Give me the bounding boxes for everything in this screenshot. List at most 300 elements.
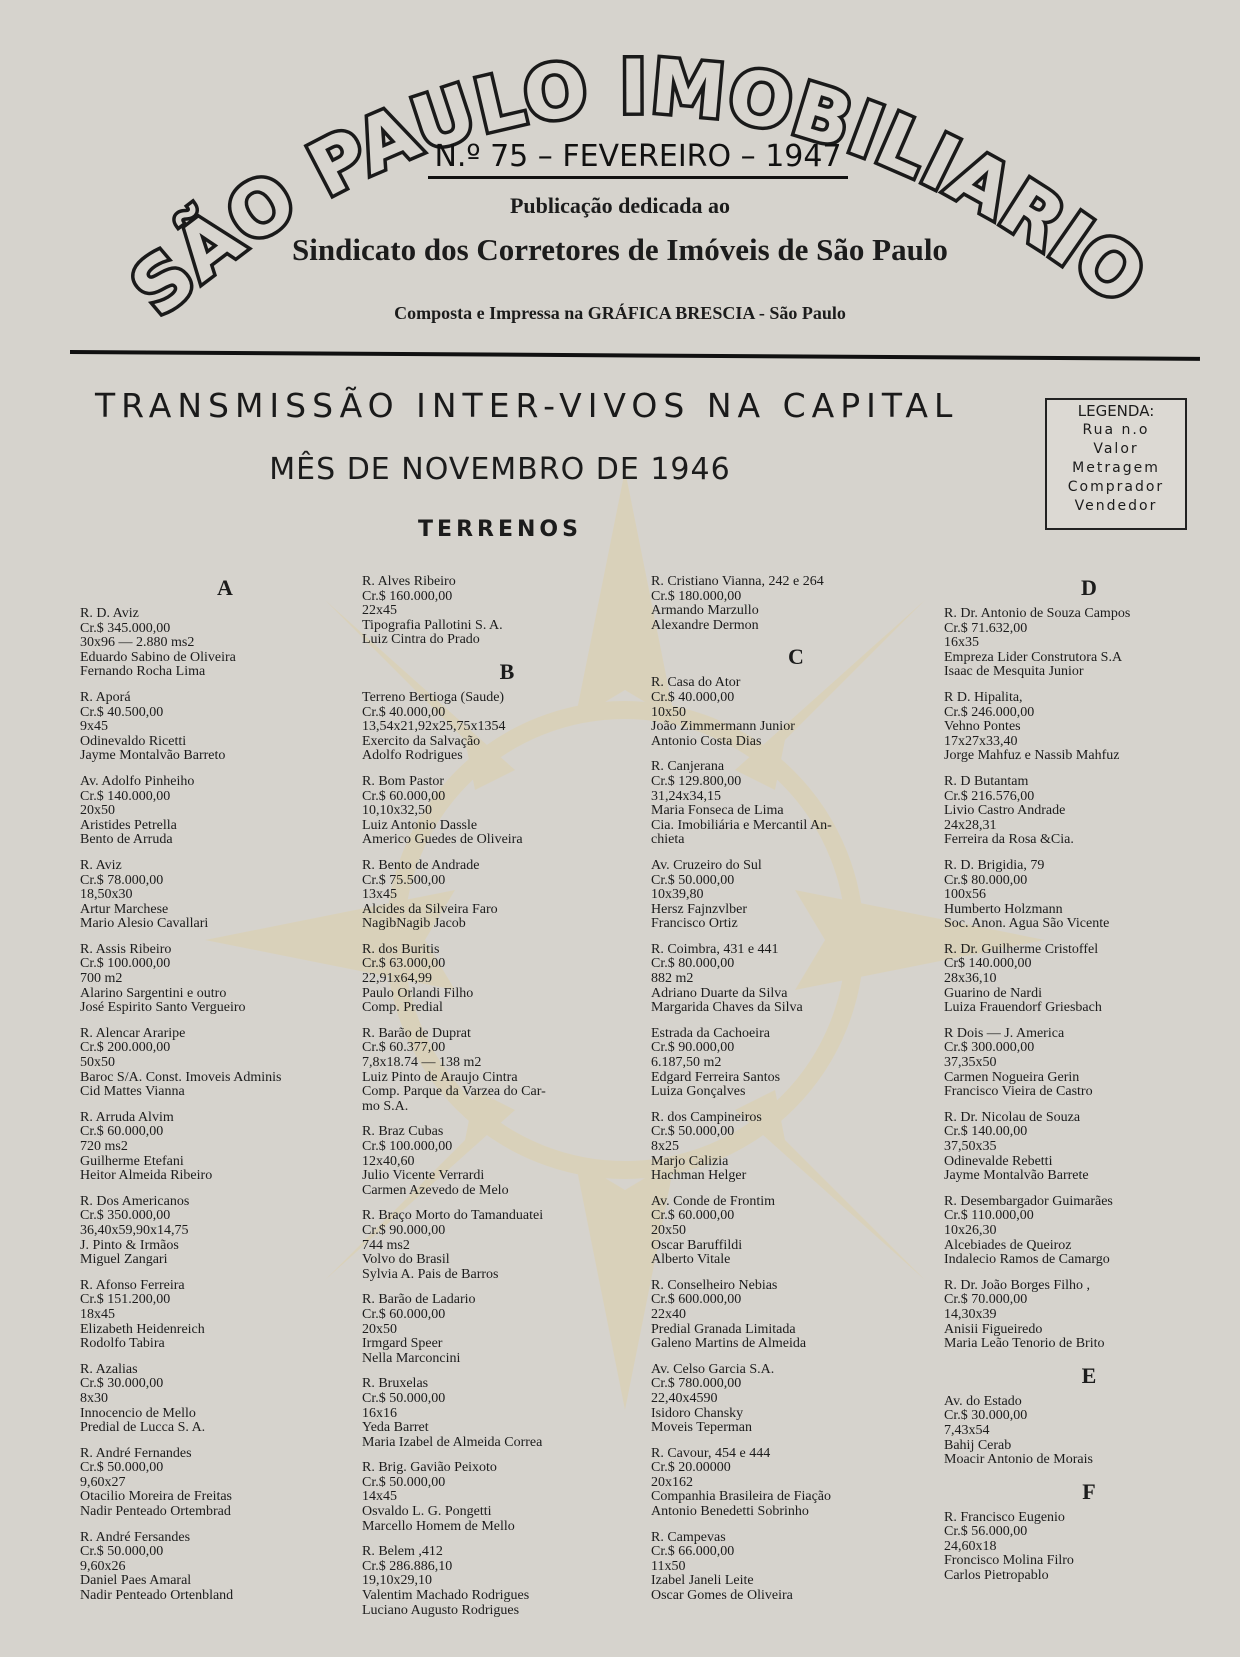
entry-line: Bento de Arruda	[80, 832, 173, 848]
entry-line: J. Pinto & Irmãos	[80, 1237, 179, 1253]
entry-line: Cr.$ 30.000,00	[80, 1376, 164, 1392]
entry-line: 720 ms2	[80, 1139, 128, 1154]
entry-line: Cr.$ 40.000,00	[651, 689, 735, 705]
entry-line: Luiz Cintra do Prado	[362, 632, 480, 648]
entry-line: Hersz Fajnzvlber	[651, 901, 748, 917]
letter-heading: B	[499, 658, 515, 684]
entry-line: Cr.$ 71.632,00	[944, 620, 1028, 636]
entry-line: Cr.$ 50.000,00	[651, 1124, 735, 1140]
listing-entry	[362, 575, 652, 648]
listing-entry	[80, 1111, 370, 1184]
entry-line: Cr.$ 80.000,00	[651, 956, 735, 972]
entry-line: Cr.$ 60.000,00	[362, 788, 446, 804]
entry-line: Odinevalde Rebetti	[944, 1153, 1053, 1169]
entry-line: R. André Fersandes	[80, 1529, 191, 1545]
listing-entry	[362, 691, 652, 764]
entry-line: 36,40x59,90x14,75	[80, 1222, 189, 1238]
entry-line: Guilherme Etefani	[80, 1153, 184, 1169]
entry-line: Cr.$ 160.000,00	[362, 588, 453, 604]
entry-line: 16x35	[944, 635, 979, 651]
entry-line: Baroc S/A. Const. Imoveis Adminis	[80, 1069, 282, 1085]
entry-line: Predial Granada Limitada	[651, 1321, 796, 1337]
entry-line: 37,35x50	[944, 1055, 997, 1071]
masthead-title-text: SÃO PAULO IMOBILIARIO	[115, 43, 1163, 333]
entry-line: Izabel Janeli Leite	[651, 1573, 754, 1589]
entry-line: 882 m2	[651, 971, 694, 987]
entry-line: Luiz Antonio Dassle	[362, 817, 478, 833]
entry-line: R. Cristiano Vianna, 242 e 264	[651, 574, 824, 589]
entry-line: Bahij Cerab	[944, 1437, 1012, 1453]
entry-line: Marjo Calizia	[651, 1153, 729, 1169]
entry-line: 31,24x34,15	[651, 788, 721, 804]
entry-line: 11x50	[651, 1558, 686, 1574]
entry-line: NagibNagib Jacob	[362, 916, 466, 932]
entry-line: Cr$ 140.000,00	[944, 956, 1032, 972]
listing-entry	[80, 943, 370, 1016]
entry-line: Oscar Gomes de Oliveira	[651, 1588, 793, 1604]
entry-line: Jorge Mahfuz e Nassib Mahfuz	[944, 748, 1120, 764]
entry-line: mo S.A.	[362, 1098, 409, 1114]
entry-line: 700 m2	[80, 971, 123, 987]
listing-entry	[651, 1279, 941, 1352]
listing-entry	[944, 775, 1234, 848]
entry-line: Terreno Bertioga (Saude)	[362, 689, 505, 705]
listing-entry	[651, 676, 941, 749]
entry-line: Cr.$ 300.000,00	[944, 1040, 1035, 1056]
entry-line: Otacilio Moreira de Freitas	[80, 1489, 233, 1505]
entry-line: Odinevaldo Ricetti	[80, 733, 187, 749]
entry-line: Maria Izabel de Almeida Correa	[362, 1434, 543, 1450]
entry-line: Cr.$ 151.200,00	[80, 1292, 171, 1308]
entry-line: Companhia Brasileira de Fiação	[651, 1489, 831, 1505]
listing-entry	[651, 859, 941, 932]
entry-line: Alcebiades de Queiroz	[944, 1237, 1072, 1253]
entry-line: Estrada da Cachoeira	[651, 1025, 770, 1041]
entry-line: Francisco Vieira de Castro	[944, 1084, 1093, 1100]
entry-line: Sylvia A. Pais de Barros	[362, 1266, 499, 1282]
entry-line: Indalecio Ramos de Camargo	[944, 1252, 1110, 1268]
entry-line: Cr.$ 140.00,00	[944, 1124, 1028, 1140]
letter-heading: D	[1081, 575, 1097, 600]
entry-line: Miguel Zangari	[80, 1252, 168, 1268]
legend-box	[1045, 398, 1187, 530]
entry-line: R. Dr. Nicolau de Souza	[944, 1109, 1081, 1125]
legend-item: Comprador	[1067, 479, 1165, 495]
entry-line: Cia. Imobiliária e Mercantil An-	[651, 817, 832, 833]
listing-entry	[651, 575, 941, 633]
entry-line: R. Dr. Antonio de Souza Campos	[944, 606, 1131, 621]
entry-line: 28x36,10	[944, 971, 997, 987]
entry-line: 19,10x29,10	[362, 1573, 432, 1589]
entry-line: 7,8x18.74 — 138 m2	[362, 1055, 482, 1071]
listing-entry	[651, 1195, 941, 1268]
entry-line: R. D Butantam	[944, 773, 1029, 789]
entry-line: Cr.$ 78.000,00	[80, 872, 164, 888]
listing-entry	[651, 1111, 941, 1184]
category-heading: TERRENOS	[418, 517, 582, 542]
entry-line: Carmen Nogueira Gerin	[944, 1069, 1080, 1085]
entry-line: 22x45	[362, 603, 397, 619]
entry-line: Soc. Anon. Agua São Vicente	[944, 916, 1110, 932]
entry-line: Paulo Orlandi Filho	[362, 985, 474, 1001]
entry-line: 16x16	[362, 1405, 397, 1421]
entry-line: Isaac de Mesquita Junior	[944, 664, 1084, 680]
entry-line: Cr.$ 345.000,00	[80, 620, 171, 636]
entry-line: R. Bruxelas	[362, 1376, 429, 1392]
listing-entry	[362, 1027, 652, 1115]
entry-line: R D. Hipalita,	[944, 689, 1023, 705]
entry-line: Rodolfo Tabira	[80, 1336, 165, 1352]
entry-line: Empreza Lider Construtora S.A	[944, 649, 1123, 665]
entry-line: Tipografia Pallotini S. A.	[362, 617, 503, 633]
listing-column-a	[80, 575, 370, 1615]
entry-line: Carmen Azevedo de Melo	[362, 1182, 509, 1198]
entry-line: 6.187,50 m2	[651, 1055, 722, 1071]
entry-line: 9,60x27	[80, 1474, 126, 1490]
entry-line: R. André Fernandes	[80, 1445, 192, 1461]
listing-entry	[362, 1293, 652, 1366]
listing-entry	[944, 943, 1234, 1016]
listing-entry	[651, 1447, 941, 1520]
entry-line: R. Bento de Andrade	[362, 857, 480, 873]
entry-line: 20x162	[651, 1474, 693, 1490]
listing-entry	[80, 691, 370, 764]
listing-entry	[362, 1125, 652, 1198]
entry-line: Moveis Teperman	[651, 1420, 753, 1436]
printer-line: Composta e Impressa na GRÁFICA BRESCIA - São Paulo	[394, 303, 846, 323]
entry-line: 8x25	[651, 1139, 679, 1154]
entry-line: 18,50x30	[80, 887, 133, 903]
entry-line: Cr.$ 100.000,00	[80, 956, 171, 972]
listing-entry	[80, 1531, 370, 1604]
entry-line: 744 ms2	[362, 1237, 410, 1253]
legend-item: Rua n.o	[1082, 422, 1150, 438]
listing-entry	[944, 607, 1234, 680]
entry-line: Cr.$ 286.886,10	[362, 1558, 453, 1574]
entry-line: Antonio Benedetti Sobrinho	[651, 1504, 809, 1520]
listing-entry	[944, 691, 1234, 764]
listing-entry	[362, 1377, 652, 1450]
entry-line: R. Brig. Gavião Peixoto	[362, 1460, 497, 1476]
entry-line: Hachman Helger	[651, 1168, 747, 1184]
svg-text:SÃO PAULO IMOBILIARIO	[115, 44, 1162, 333]
listing-entry	[80, 607, 370, 680]
entry-line: Marcello Homem de Mello	[362, 1518, 515, 1534]
letter-heading: E	[1081, 1362, 1097, 1388]
entry-line: R. Aporá	[80, 689, 131, 705]
entry-line: R. Dr. João Borges Filho ,	[944, 1277, 1090, 1293]
entry-line: 20x50	[80, 803, 115, 819]
letter-heading: F	[1082, 1478, 1096, 1504]
legend-item: Vendedor	[1074, 498, 1158, 514]
entry-line: Irmgard Speer	[362, 1336, 443, 1352]
legend-item: Valor	[1093, 441, 1139, 457]
entry-line: R. Assis Ribeiro	[80, 941, 172, 957]
listing-entry	[362, 1461, 652, 1534]
listing-entry	[944, 859, 1234, 932]
entry-line: Cr.$ 90.000,00	[651, 1040, 735, 1056]
entry-line: R. Desembargador Guimarães	[944, 1193, 1113, 1209]
entry-line: 12x40,60	[362, 1153, 415, 1169]
entry-line: Margarida Chaves da Silva	[651, 1000, 803, 1016]
listing-entry	[651, 1363, 941, 1436]
entry-line: Luiz Pinto de Araujo Cintra	[362, 1069, 518, 1085]
entry-line: Cr.$ 600.000,00	[651, 1292, 742, 1308]
entry-line: José Espirito Santo Vergueiro	[80, 1000, 246, 1016]
entry-line: Heitor Almeida Ribeiro	[80, 1168, 213, 1184]
entry-line: Cr.$ 780.000,00	[651, 1376, 742, 1392]
entry-line: Alarino Sargentini e outro	[80, 985, 227, 1001]
listing-entry	[362, 1209, 652, 1282]
entry-line: Cr.$ 50.000,00	[651, 872, 735, 888]
entry-line: 22,91x64,99	[362, 971, 432, 987]
entry-line: R. Dos Americanos	[80, 1193, 190, 1209]
entry-line: Jayme Montalvão Barreto	[80, 748, 226, 764]
entry-line: Cr.$ 20.00000	[651, 1460, 731, 1476]
listing-entry	[362, 775, 652, 848]
listing-entry	[362, 1545, 652, 1618]
entry-line: R. Barão de Duprat	[362, 1025, 471, 1041]
entry-line: Alcides da Silveira Faro	[362, 901, 498, 917]
listing-entry	[362, 943, 652, 1016]
entry-line: 100x56	[944, 887, 986, 903]
entry-line: Fernando Rocha Lima	[80, 664, 206, 680]
listing-entry	[80, 1279, 370, 1352]
entry-line: R. D. Aviz	[80, 606, 139, 621]
dedication-line: Publicação dedicada ao	[509, 193, 730, 218]
entry-line: R. Bom Pastor	[362, 773, 445, 789]
letter-heading: C	[788, 644, 804, 670]
entry-line: R. Alencar Araripe	[80, 1025, 186, 1041]
entry-line: R. Afonso Ferreira	[80, 1277, 185, 1293]
entry-line: Volvo do Brasil	[362, 1252, 450, 1268]
listing-entry	[651, 943, 941, 1016]
entry-line: R. dos Campineiros	[651, 1109, 762, 1125]
entry-line: Comp. Predial	[362, 1000, 443, 1016]
entry-line: R. Barão de Ladario	[362, 1292, 476, 1308]
entry-line: R. Alves Ribeiro	[362, 574, 456, 589]
entry-line: Cr.$ 40.500,00	[80, 704, 164, 720]
listing-column-c	[651, 575, 941, 1615]
entry-line: Guarino de Nardi	[944, 985, 1042, 1001]
issue-line: N.º 75 – FEVEREIRO – 1947	[428, 138, 848, 179]
entry-line: Cr.$ 90.000,00	[362, 1222, 446, 1238]
entry-line: Adolfo Rodrigues	[362, 748, 463, 764]
listing-entry	[944, 1511, 1234, 1584]
entry-line: Isidoro Chansky	[651, 1405, 744, 1421]
listing-entry	[362, 859, 652, 932]
entry-line: Osvaldo L. G. Pongetti	[362, 1504, 492, 1520]
entry-line: Nella Marconcini	[362, 1350, 461, 1366]
entry-line: Av. Conde de Frontim	[651, 1193, 776, 1209]
entry-line: R. Cavour, 454 e 444	[651, 1445, 771, 1461]
entry-line: João Zimmermann Junior	[651, 719, 795, 735]
entry-line: Cr.$ 246.000,00	[944, 704, 1035, 720]
entry-line: Moacir Antonio de Morais	[944, 1452, 1093, 1468]
entry-line: Edgard Ferreira Santos	[651, 1069, 781, 1085]
entry-line: 17x27x33,40	[944, 733, 1018, 749]
entry-line: Adriano Duarte da Silva	[651, 985, 788, 1001]
entry-line: 37,50x35	[944, 1139, 997, 1154]
listing-entry	[80, 1363, 370, 1436]
entry-line: Luciano Augusto Rodrigues	[362, 1602, 520, 1618]
listing-entry	[80, 1195, 370, 1268]
entry-line: Cr.$ 216.576,00	[944, 788, 1035, 804]
listing-entry	[944, 1111, 1234, 1184]
entry-line: 10x50	[651, 704, 686, 720]
entry-line: Cr.$ 56.000,00	[944, 1524, 1028, 1540]
entry-line: Cr.$ 180.000,00	[651, 588, 742, 604]
syndicate-line: Sindicato dos Corretores de Imóveis de São Paulo	[292, 232, 948, 267]
entry-line: Cr.$ 66.000,00	[651, 1544, 735, 1560]
listing-entry	[80, 1027, 370, 1100]
entry-line: Cr.$ 50.000,00	[80, 1544, 164, 1560]
listing-entry	[944, 1279, 1234, 1352]
listing-entry	[80, 859, 370, 932]
entry-line: Av. Cruzeiro do Sul	[651, 857, 762, 873]
listing-entry	[944, 1395, 1234, 1468]
entry-line: Av. Adolfo Pinheiho	[80, 773, 195, 789]
entry-line: Yeda Barret	[362, 1420, 429, 1436]
entry-line: 20x50	[651, 1222, 686, 1238]
entry-line: Aristides Petrella	[80, 817, 177, 833]
entry-line: Jayme Montalvão Barrete	[944, 1168, 1089, 1184]
entry-line: R. dos Buritis	[362, 941, 440, 957]
entry-line: Exercito da Salvação	[362, 733, 481, 749]
entry-line: Cr.$ 60.000,00	[651, 1208, 735, 1224]
entry-line: Elizabeth Heidenreich	[80, 1321, 205, 1337]
entry-line: 14x45	[362, 1489, 397, 1505]
entry-line: Cr.$ 30.000,00	[944, 1408, 1028, 1424]
entry-line: Anisii Figueiredo	[944, 1321, 1043, 1337]
month-title: MÊS DE NOVEMBRO DE 1946	[269, 452, 731, 487]
entry-line: Av. Celso Garcia S.A.	[651, 1361, 775, 1377]
entry-line: 13x45	[362, 887, 397, 903]
entry-line: 14,30x39	[944, 1306, 997, 1322]
entry-line: Cr.$ 63.000,00	[362, 956, 446, 972]
entry-line: 9,60x26	[80, 1558, 126, 1574]
entry-line: Livio Castro Andrade	[944, 803, 1066, 819]
listing-entry	[651, 1531, 941, 1604]
entry-line: Alberto Vitale	[651, 1252, 731, 1268]
entry-line: Innocencio de Mello	[80, 1405, 196, 1421]
listing-entry	[651, 1027, 941, 1100]
listing-entry	[651, 760, 941, 848]
entry-line: chieta	[651, 832, 685, 848]
entry-line: Julio Vicente Verrardi	[362, 1168, 485, 1184]
entry-line: Vehno Pontes	[944, 719, 1021, 735]
entry-line: Cr.$ 60.000,00	[80, 1124, 164, 1140]
entry-line: Nadir Penteado Ortenbland	[80, 1588, 234, 1604]
section-title: TRANSMISSÃO INTER-VIVOS NA CAPITAL	[95, 386, 959, 425]
entry-line: Cr.$ 50.000,00	[362, 1390, 446, 1406]
entry-line: Cr.$ 60.000,00	[362, 1306, 446, 1322]
entry-line: Cr.$ 350.000,00	[80, 1208, 171, 1224]
entry-line: Humberto Holzmann	[944, 901, 1063, 917]
entry-line: 30x96 — 2.880 ms2	[80, 635, 195, 651]
entry-line: R. D. Brigidia, 79	[944, 857, 1045, 873]
entry-line: 22x40	[651, 1306, 686, 1322]
entry-line: Mario Alesio Cavallari	[80, 916, 209, 932]
entry-line: Nadir Penteado Ortembrad	[80, 1504, 231, 1520]
entry-line: R. Braço Morto do Tamanduatei	[362, 1208, 544, 1224]
entry-line: 24x28,31	[944, 817, 997, 833]
entry-line: R. Azalias	[80, 1361, 138, 1377]
entry-line: Galeno Martins de Almeida	[651, 1336, 807, 1352]
entry-line: Comp. Parque da Varzea do Car-	[362, 1084, 546, 1100]
entry-line: Cr.$ 200.000,00	[80, 1040, 171, 1056]
letter-heading: A	[217, 575, 233, 600]
entry-line: Oscar Baruffildi	[651, 1237, 743, 1253]
entry-line: Americo Guedes de Oliveira	[362, 832, 523, 848]
entry-line: R. Canjerana	[651, 759, 725, 775]
listing-column-b	[362, 575, 652, 1629]
entry-line: Cr.$ 129.800,00	[651, 773, 742, 789]
entry-line: Cr.$ 60.377,00	[362, 1040, 446, 1056]
entry-line: R. Dr. Guilherme Cristoffel	[944, 941, 1099, 957]
entry-line: Maria Leão Tenorio de Brito	[944, 1336, 1105, 1352]
entry-line: 24,60x18	[944, 1538, 997, 1554]
legend-title: LEGENDA:	[1077, 402, 1155, 420]
entry-line: Cr.$ 50.000,00	[80, 1460, 164, 1476]
entry-line: Maria Fonseca de Lima	[651, 803, 784, 819]
entry-line: Daniel Paes Amaral	[80, 1573, 192, 1589]
entry-line: Artur Marchese	[80, 901, 169, 917]
entry-line: Luiza Frauendorf Griesbach	[944, 1000, 1102, 1016]
listing-entry	[80, 1447, 370, 1520]
entry-line: R Dois — J. America	[944, 1025, 1065, 1041]
entry-line: 22,40x4590	[651, 1390, 718, 1406]
entry-line: 10x39,80	[651, 887, 704, 903]
entry-line: Cr.$ 80.000,00	[944, 872, 1028, 888]
entry-line: Cr.$ 75.500,00	[362, 872, 446, 888]
entry-line: Antonio Costa Dias	[651, 733, 762, 749]
entry-line: Cr.$ 110.000,00	[944, 1208, 1034, 1224]
entry-line: Cr.$ 40.000,00	[362, 704, 446, 720]
entry-line: R. Coimbra, 431 e 441	[651, 941, 779, 957]
entry-line: 10,10x32,50	[362, 803, 432, 819]
entry-line: 50x50	[80, 1055, 115, 1071]
entry-line: R. Casa do Ator	[651, 675, 741, 691]
entry-line: R. Campevas	[651, 1529, 726, 1545]
entry-line: 20x50	[362, 1321, 397, 1337]
entry-line: Cr.$ 50.000,00	[362, 1474, 446, 1490]
entry-line: Valentim Machado Rodrigues	[362, 1588, 530, 1604]
entry-line: R. Braz Cubas	[362, 1124, 444, 1140]
entry-line: Cr.$ 140.000,00	[80, 788, 171, 804]
entry-line: 8x30	[80, 1390, 108, 1406]
entry-line: Luiza Gonçalves	[651, 1084, 746, 1100]
legend-item: Metragem	[1072, 460, 1160, 476]
entry-line: R. Francisco Eugenio	[944, 1509, 1065, 1525]
entry-line: R. Arruda Alvim	[80, 1109, 174, 1125]
entry-line: Cid Mattes Vianna	[80, 1084, 185, 1100]
entry-line: 10x26,30	[944, 1222, 997, 1238]
entry-line: Cr.$ 100.000,00	[362, 1139, 453, 1154]
entry-line: Predial de Lucca S. A.	[80, 1420, 206, 1436]
entry-line: 9x45	[80, 719, 108, 735]
entry-line: Cr.$ 70.000,00	[944, 1292, 1028, 1308]
entry-line: 7,43x54	[944, 1422, 990, 1438]
entry-line: Ferreira da Rosa &Cia.	[944, 832, 1074, 848]
entry-line: Eduardo Sabino de Oliveira	[80, 649, 236, 665]
entry-line: Francisco Ortiz	[651, 916, 738, 932]
entry-line: R. Belem ,412	[362, 1544, 443, 1560]
listing-entry	[944, 1195, 1234, 1268]
entry-line: Av. do Estado	[944, 1393, 1022, 1409]
entry-line: Carlos Pietropablo	[944, 1568, 1049, 1584]
entry-line: 13,54x21,92x25,75x1354	[362, 719, 506, 735]
